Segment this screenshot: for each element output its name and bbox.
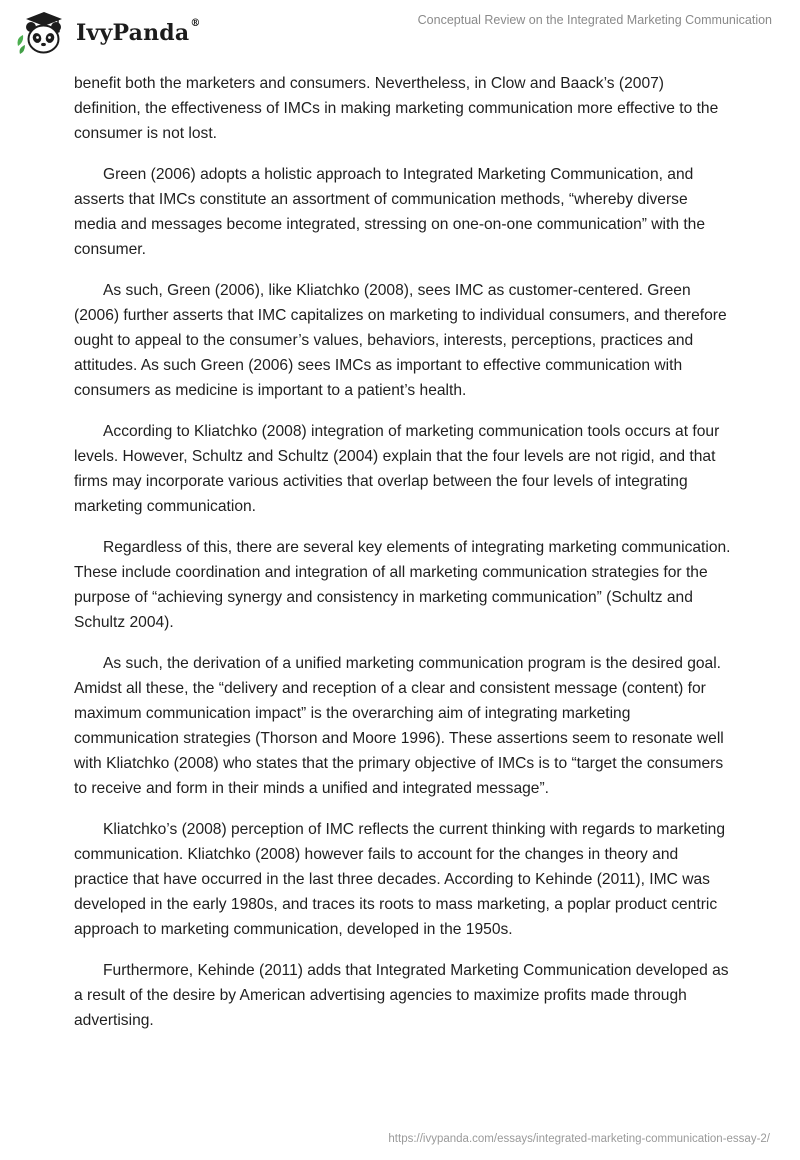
ivypanda-logo[interactable] xyxy=(14,8,201,58)
source-url-link[interactable]: https://ivypanda.com/essays/integrated-marketing-communication-essay-2/ xyxy=(388,1133,770,1145)
essay-body xyxy=(74,71,734,1049)
paragraph: According to Kliatchko (2008) integration of marketing communication tools occurs at four levels. However, Schultz and Schultz (2004) explain that the four levels are not rigid, and that firms may incorporate various activities that overlap between the four levels of integrating marketing communication. xyxy=(74,423,720,515)
paragraph: As such, Green (2006), like Kliatchko (2008), sees IMC as customer-centered. Green (2006) further asserts that IMC capitalizes on marketing to individual consumers, and therefore ought to appeal to the consumer’s values, behaviors, interests, perceptions, practices and attitudes. As such Green (2006) sees IMCs as important to effective communication with consumers as medicine is important to a patient’s health. xyxy=(74,282,727,399)
registered-mark: ® xyxy=(190,18,201,29)
document-title: Conceptual Review on the Integrated Marketing Communication xyxy=(417,13,772,27)
paragraph: benefit both the marketers and consumers. Nevertheless, in Clow and Baack’s (2007) definition, the effectiveness of IMCs in making marketing communication more effective to the consumer is not lost. xyxy=(74,75,719,142)
paragraph: Regardless of this, there are several key elements of integrating marketing communication. These include coordination and integration of all marketing communication strategies for the purpose of “achieving synergy and consistency in marketing communication” (Schultz and Schultz 2004). xyxy=(74,539,731,631)
paragraph: Kliatchko’s (2008) perception of IMC reflects the current thinking with regards to marketing communication. Kliatchko (2008) however fails to account for the changes in theory and practice that have occurred in the last three decades. According to Kehinde (2011), IMC was developed in the early 1980s, and traces its roots to mass marketing, a poplar product centric approach to marketing communication, developed in the 1950s. xyxy=(74,821,726,938)
panda-graduate-icon xyxy=(14,8,68,58)
logo-text: IvyPanda xyxy=(76,20,190,46)
paragraph: Green (2006) adopts a holistic approach to Integrated Marketing Communication, and asserts that IMCs constitute an assortment of communication methods, “whereby diverse media and messages become integrated, stressing on one-on-one communication” with the consumer. xyxy=(74,166,706,258)
paragraph: Furthermore, Kehinde (2011) adds that Integrated Marketing Communication developed as a result of the desire by American advertising agencies to maximize profits made through advertising. xyxy=(74,962,729,1029)
page-header xyxy=(0,0,800,70)
logo-wordmark xyxy=(76,20,201,46)
paragraph: As such, the derivation of a unified marketing communication program is the desired goal. Amidst all these, the “delivery and reception of a clear and consistent message (content) for maximum communication impact” is the overarching aim of integrating marketing communication strategies (Thorson and Moore 1996). These assertions seem to resonate well with Kliatchko (2008) who states that the primary objective of IMCs is to “target the consumers to receive and form in their minds a unified and integrated message”. xyxy=(74,655,724,797)
